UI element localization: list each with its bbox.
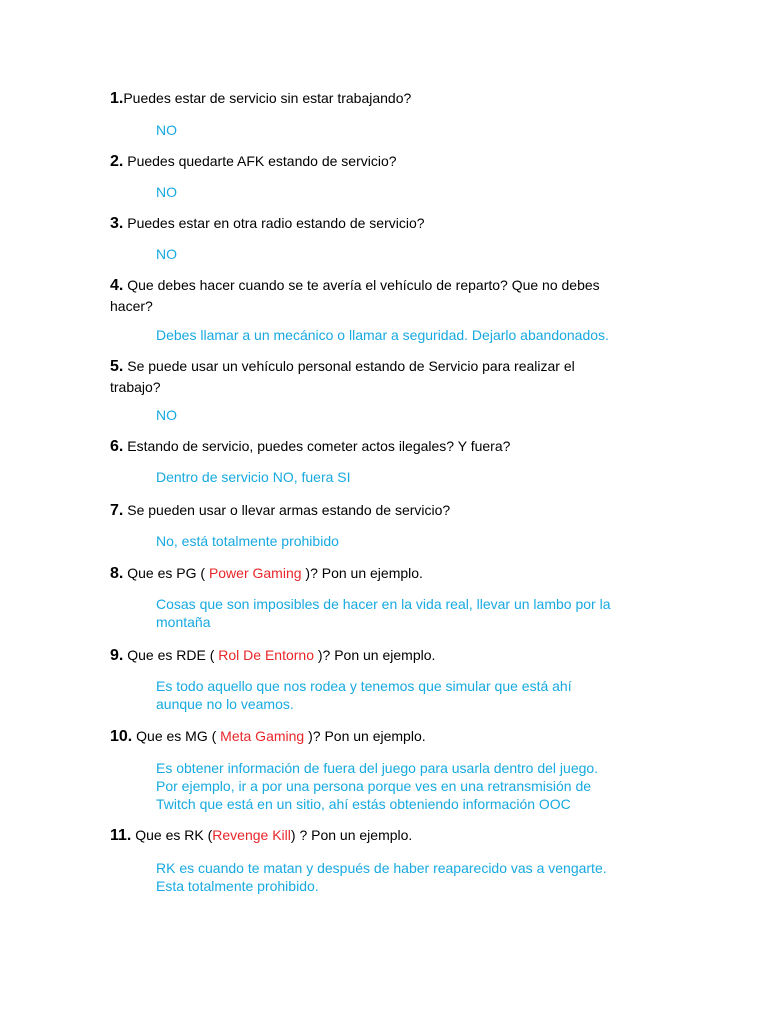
question-number: 9.: [110, 647, 124, 664]
question-text: trabajo?: [110, 379, 161, 395]
answer-line: Por ejemplo, ir a por una persona porque ves en una retransmisión de: [156, 778, 592, 794]
question-5: [110, 356, 670, 397]
answer-line: Es obtener información de fuera del juego para usarla dentro del juego.: [156, 760, 599, 776]
question-number: 5.: [110, 358, 124, 375]
answer-line: Cosas que son imposibles de hacer en la vida real, llevar un lambo por la: [156, 596, 611, 612]
question-7: [110, 500, 670, 521]
question-text: Puedes quedarte AFK estando de servicio?: [123, 153, 397, 169]
question-number: 11.: [110, 827, 132, 844]
question-2: [110, 151, 670, 172]
question-number: 2.: [110, 153, 124, 170]
question-3: [110, 213, 670, 234]
question-number: 7.: [110, 502, 124, 519]
answer-9: [156, 677, 676, 713]
answer-11: [156, 859, 676, 895]
answer-1: NO: [156, 122, 177, 138]
question-text: Que debes hacer cuando se te avería el vehículo de reparto? Que no debes: [123, 277, 600, 293]
answer-4: Debes llamar a un mecánico o llamar a seguridad. Dejarlo abandonados.: [156, 327, 609, 343]
question-10: [110, 726, 670, 747]
question-1: [110, 88, 670, 109]
question-text: Que es PG (: [123, 565, 209, 581]
answer-6: Dentro de servicio NO, fuera SI: [156, 469, 351, 485]
question-text: )? Pon un ejemplo.: [301, 565, 423, 581]
answer-5: NO: [156, 407, 177, 423]
answer-10: [156, 759, 676, 813]
question-11: [110, 825, 670, 846]
question-number: 8.: [110, 565, 124, 582]
term-highlight: Rol De Entorno: [218, 647, 314, 663]
question-number: 3.: [110, 215, 124, 232]
question-text: )? Pon un ejemplo.: [313, 647, 436, 663]
question-number: 4.: [110, 277, 124, 294]
answer-line: Esta totalmente prohibido.: [156, 878, 319, 894]
answer-line: Twitch que está en un sitio, ahí estás obteniendo información OOC: [156, 796, 571, 812]
question-text: Que es MG (: [132, 728, 221, 744]
answer-line: aunque no lo veamos.: [156, 696, 294, 712]
question-text: Puedes estar en otra radio estando de servicio?: [123, 215, 425, 231]
question-text: ) ? Pon un ejemplo.: [290, 827, 413, 843]
question-text: Estando de servicio, puedes cometer actos ilegales? Y fuera?: [123, 438, 511, 454]
term-highlight: Revenge Kill: [212, 827, 291, 843]
question-number: 1.: [110, 90, 124, 107]
question-4: [110, 275, 670, 316]
answer-line: Es todo aquello que nos rodea y tenemos que simular que está ahí: [156, 678, 572, 694]
answer-line: montaña: [156, 614, 211, 630]
term-highlight: Meta Gaming: [220, 728, 305, 744]
question-8: [110, 563, 670, 584]
question-number: 10.: [110, 728, 133, 745]
question-text: Se puede usar un vehículo personal estando de Servicio para realizar el: [123, 358, 575, 374]
question-number: 6.: [110, 438, 124, 455]
answer-line: RK es cuando te matan y después de haber reaparecido vas a vengarte.: [156, 860, 607, 876]
answer-3: NO: [156, 246, 177, 262]
question-text: Que es RK (: [131, 827, 213, 843]
question-text: Puedes estar de servicio sin estar trabajando?: [123, 90, 412, 106]
term-highlight: Power Gaming: [208, 565, 302, 581]
question-text: Se pueden usar o llevar armas estando de servicio?: [123, 502, 451, 518]
answer-8: [156, 595, 676, 631]
question-text: hacer?: [110, 298, 153, 314]
question-text: Que es RDE (: [123, 647, 219, 663]
answer-2: NO: [156, 184, 177, 200]
question-text: )? Pon un ejemplo.: [304, 728, 426, 744]
answer-7: No, está totalmente prohibido: [156, 533, 339, 549]
question-9: [110, 645, 670, 666]
question-6: [110, 436, 670, 457]
